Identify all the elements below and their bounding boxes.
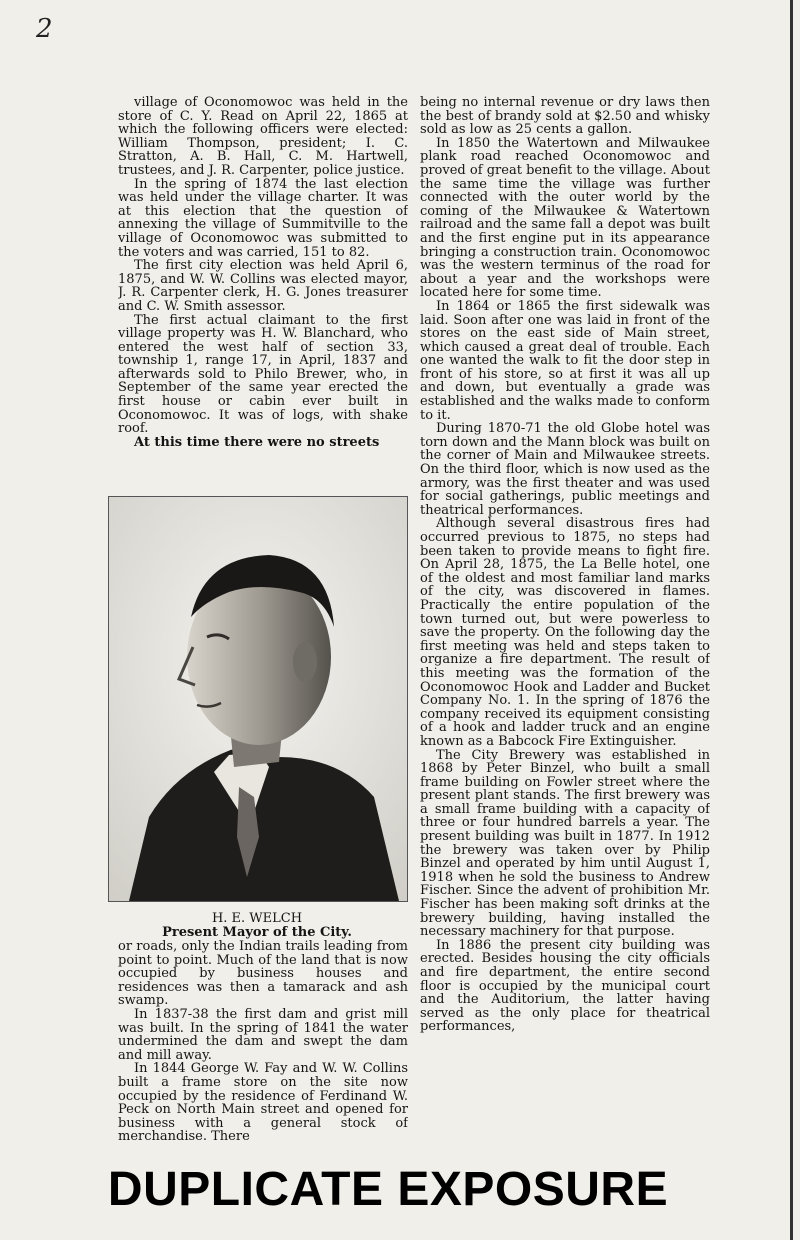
left-column-top [118, 96, 408, 486]
portrait-image [109, 497, 407, 901]
paragraph: In the spring of 1874 the last election was held under the village charter. It was at this election that the question of annexing the village of Summitville to the village of Oconomowoc was submitted to the voters and was carried, 151 to 82. [118, 176, 408, 260]
left-column-bottom [118, 940, 408, 1145]
caption-title: Present Mayor of the City. [162, 925, 352, 940]
paragraph: During 1870-71 the old Globe hotel was torn down and the Mann block was built on the corner of Main and Milwaukee streets. On the third floor, which is now used as the armory, was the first theater and was used for social gatherings, public meetings and theatrical performances. [420, 421, 710, 518]
paragraph: In 1844 George W. Fay and W. W. Collins built a frame store on the site now occupied by the residence of Ferdinand W. Peck on North Main street and opened for business with a general stock of merchandise. There [118, 1061, 408, 1145]
paragraph: The first actual claimant to the first village property was H. W. Blanchard, who entered the west half of section 33, township 1, range 17, in April, 1837 and afterwards sold to Philo Brewer, who, in September of the same year erected the first house or cabin ever built in Oconomowoc. It was of logs, with shake roof. [118, 312, 408, 437]
paragraph: village of Oconomowoc was held in the store of C. Y. Read on April 22, 1865 at which the following officers were elected: William Thompson, president; I. C. Stratton, A. B. Hall, C. M. Hartwell, trustees, and J. R. Carpenter, police justice. [118, 96, 408, 178]
paragraph: In 1837-38 the first dam and grist mill was built. In the spring of 1841 the water undermined the dam and swept the dam and mill away. [118, 1006, 408, 1063]
paragraph: Although several disastrous fires had occurred previous to 1875, no steps had been taken to provide means to fight fire. On April 28, 1875, the La Belle hotel, one of the oldest and most familiar land marks of the city, was discovered in flames. Practically the entire population of the town turned out, but were powerless to save the property. On the following day the first meeting was held and steps taken to organize a fire department. The result of this meeting was the formation of the Oconomowoc Hook and Ladder and Bucket Company No. 1. In the spring of 1876 the company received its equipment consisting of a hook and ladder truck and an engine known as a Babcock Fire Extinguisher. [420, 516, 710, 749]
duplicate-exposure-stamp: DUPLICATE EXPOSURE [107, 1163, 669, 1216]
scan-edge-line [790, 0, 793, 1240]
paragraph: In 1886 the present city building was erected. Besides housing the city officials and fire department, the entire second floor is occupied by the municipal court and the Auditorium, the latter having served as the only place for theatrical performances, [420, 937, 710, 1035]
paragraph: At this time there were no streets [134, 434, 380, 450]
paragraph: In 1850 the Watertown and Milwaukee plank road reached Oconomowoc and proved of great benefit to the village. About the same time the village was further connected with the outer world by the coming of the Milwaukee & Watertown railroad and the same fall a depot was built and the first engine put in its appearance bringing a construction train. Oconomowoc was the western terminus of the road for about a year and the workshops were located here for some time. [420, 135, 710, 301]
photo-caption [108, 912, 406, 940]
page-number: 2 [36, 14, 53, 44]
paragraph: or roads, only the Indian trails leading from point to point. Much of the land that is now occupied by business houses and residences was then a tamarack and ash swamp. [118, 940, 408, 1009]
right-column [420, 96, 710, 1146]
paragraph: being no internal revenue or dry laws then the best of brandy sold at $2.50 and whisky sold as low as 25 cents a gallon. [420, 96, 710, 138]
paragraph: In 1864 or 1865 the first sidewalk was laid. Soon after one was laid in front of the stores on the east side of Main street, which caused a great deal of trouble. Each one wanted the walk to fit the door step in front of his store, so at first it was all up and down, but eventually a grade was established and the walks made to conform to it. [420, 298, 710, 423]
paragraph: The City Brewery was established in 1868 by Peter Binzel, who built a small frame building on Fowler street where the present plant stands. The first brewery was a small frame building with a capacity of three or four hundred barrels a year. The present building was built in 1877. In 1912 the brewery was taken over by Philip Binzel and operated by him until August 1, 1918 when he sold the business to Andrew Fischer. Since the advent of prohibition Mr. Fischer has been making soft drinks at the brewery building, having installed the necessary machinery for that purpose. [420, 747, 710, 940]
portrait-photo [108, 496, 408, 902]
paragraph: The first city election was held April 6, 1875, and W. W. Collins was elected mayor, J. R. Carpenter clerk, H. G. Jones treasurer and C. W. Smith assessor. [118, 258, 408, 314]
caption-name: H. E. WELCH [211, 911, 303, 926]
